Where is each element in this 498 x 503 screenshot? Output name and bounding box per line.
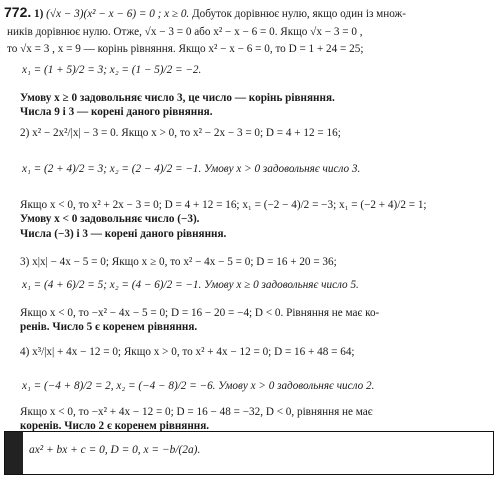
part1-equation: (√x − 3)(x² − x − 6) = 0 ; x ≥ 0. [46, 8, 190, 20]
part3-roots: x₁ = (4 + 6)/2 = 5; x₂ = (4 − 6)/2 = −1. Умову x ≥ 0 задовольняє число 5. [22, 279, 359, 291]
part1-line3: то √x = 3 , x = 9 — корінь рівняння. Якщо x² − x − 6 = 0, то D = 1 + 24 = 25; [7, 43, 364, 55]
part1-label: 1) [34, 8, 44, 20]
formula-note-box [4, 431, 494, 475]
part4-line3: Якщо x < 0, то −x² + 4x − 12 = 0; D = 16 − 48 = −32, D < 0, рівняння не має [20, 406, 373, 418]
problem-number: 772. [4, 4, 32, 20]
part1-line2: ників дорівнює нулю. Отже, √x − 3 = 0 або x² − x − 6 = 0. Якщо √x − 3 = 0 , [7, 26, 363, 38]
part4-line4: коренів. Число 2 є коренем рівняння. [20, 420, 210, 432]
part2-line1: 2) x² − 2x²/|x| − 3 = 0. Якщо x > 0, то x² − 2x − 3 = 0; D = 4 + 12 = 16; [20, 127, 341, 139]
part1-conclusion2: Числа 9 і 3 — корені даного рівняння. [20, 106, 213, 118]
part2-line3: Якщо x < 0, то x² + 2x − 3 = 0; D = 4 + 12 = 16; x₁ = (−2 − 4)/2 = −3; x₁ = (−2 + 4)/2 = 1; [20, 199, 427, 211]
part2-line5: Числа (−3) і 3 — корені даного рівняння. [20, 228, 227, 240]
part3-line4: ренів. Число 5 є коренем рівняння. [20, 321, 198, 333]
part4-roots: x₁ = (−4 + 8)/2 = 2, x₂ = (−4 − 8)/2 = −6. Умову x > 0 задовольняє число 2. [22, 380, 375, 392]
part2-roots: x₁ = (2 + 4)/2 = 3; x₂ = (2 − 4)/2 = −1. Умову x > 0 задовольняє число 3. [22, 163, 361, 175]
part3-line3: Якщо x < 0, то −x² − 4x − 5 = 0; D = 16 − 20 = −4; D < 0. Рівняння не має ко- [20, 307, 380, 319]
part1-roots: x₁ = (1 + 5)/2 = 3; x₂ = (1 − 5)/2 = −2. [22, 64, 202, 76]
part3-line1: 3) x|x| − 4x − 5 = 0; Якщо x ≥ 0, то x² − 4x − 5 = 0; D = 16 + 20 = 36; [20, 256, 337, 268]
part1-conclusion1: Умову x ≥ 0 задовольняє число 3, це число — корінь рівняння. [20, 92, 335, 104]
note-side-bar [5, 432, 23, 474]
part4-line1: 4) x³/|x| + 4x − 12 = 0; Якщо x > 0, то x² + 4x − 12 = 0; D = 16 + 48 = 64; [20, 346, 355, 358]
part2-line4: Умову x < 0 задовольняє число (−3). [20, 213, 200, 225]
part1-line1 [4, 4, 406, 21]
formula-note-text: ax² + bx + c = 0, D = 0, x = −b/(2a). [29, 444, 201, 456]
part1-line1-text: Добуток дорівнює нулю, якщо один із множ- [189, 8, 407, 20]
